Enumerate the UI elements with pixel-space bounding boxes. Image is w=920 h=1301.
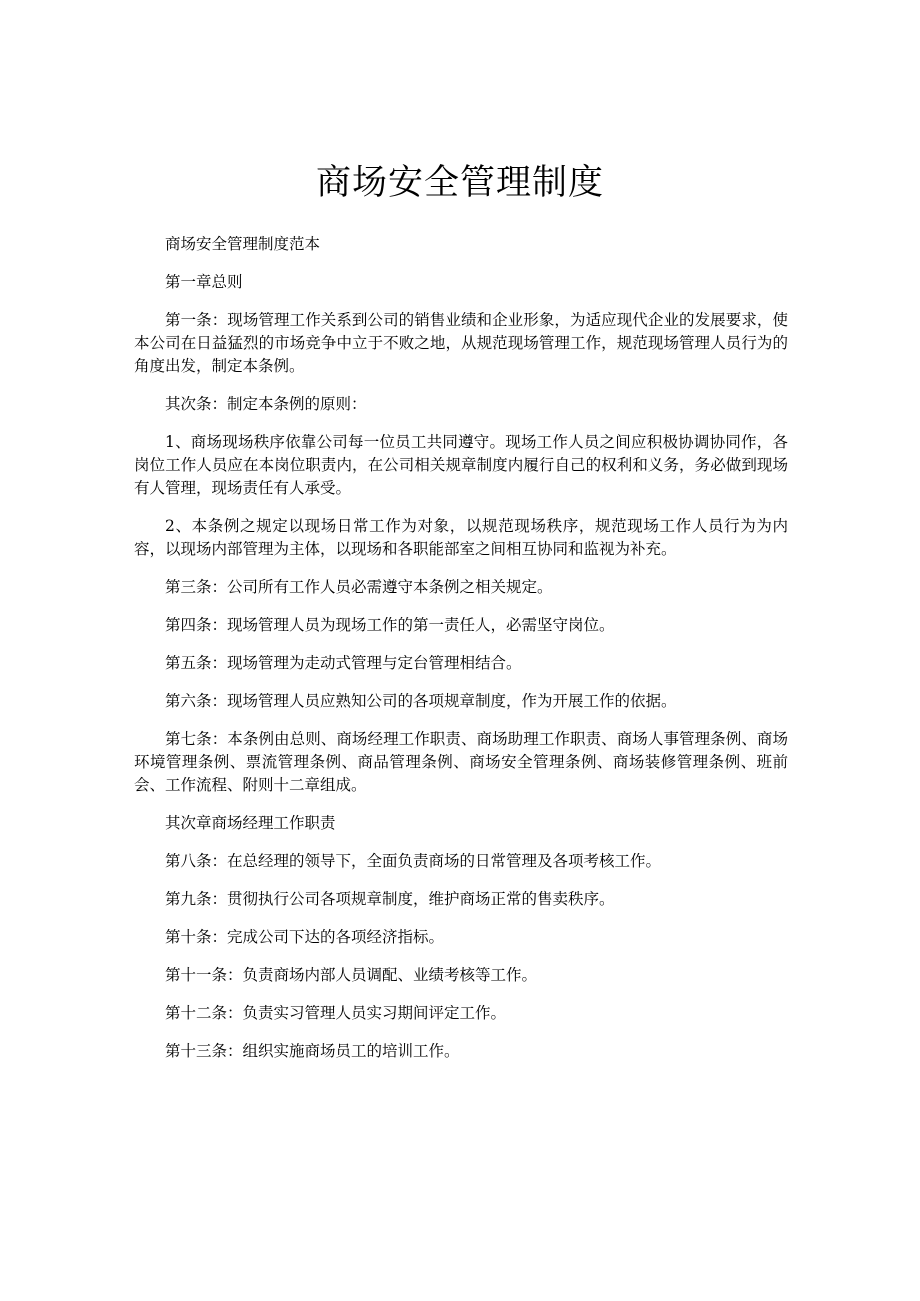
article-paragraph: 第七条：本条例由总则、商场经理工作职责、商场助理工作职责、商场人事管理条例、商场环境管理条例、票流管理条例、商品管理条例、商场安全管理条例、商场装修管理条例、班前会、工作流程、附则十二章组成。 xyxy=(134,730,788,794)
article-paragraph: 第八条：在总经理的领导下，全面负责商场的日常管理及各项考核工作。 xyxy=(165,852,662,870)
article-paragraph: 第一条：现场管理工作关系到公司的销售业绩和企业形象，为适应现代企业的发展要求，使本公司在日益猛烈的市场竞争中立于不败之地，从规范现场管理工作，规范现场管理人员行为的角度出发，制定本条例。 xyxy=(134,311,788,375)
article-paragraph: 第十三条：组织实施商场员工的培训工作。 xyxy=(165,1042,460,1060)
article-paragraph: 第四条：现场管理人员为现场工作的第一责任人，必需坚守岗位。 xyxy=(165,616,615,634)
document-title: 商场安全管理制度 xyxy=(315,163,604,203)
list-paragraph: 1、商场现场秩序依靠公司每一位员工共同遵守。现场工作人员之间应积极协调协同作，各岗位工作人员应在本岗位职责内，在公司相关规章制度内履行自己的权利和义务，务必做到现场有人管理，现场责任有人承受。 xyxy=(134,433,788,497)
article-paragraph: 第九条：贯彻执行公司各项规章制度，维护商场正常的售卖秩序。 xyxy=(165,890,615,908)
document-body xyxy=(134,233,788,1078)
article-paragraph: 第十二条：负责实习管理人员实习期间评定工作。 xyxy=(165,1004,507,1022)
article-paragraph: 第三条：公司所有工作人员必需遵守本条例之相关规定。 xyxy=(165,578,553,596)
chapter-heading-2: 其次章商场经理工作职责 xyxy=(165,814,336,832)
paragraph-subtitle: 商场安全管理制度范本 xyxy=(165,235,321,253)
list-paragraph: 2、本条例之规定以现场日常工作为对象，以规范现场秩序，规范现场工作人员行为为内容，以现场内部管理为主体，以现场和各职能部室之间相互协同和监视为补充。 xyxy=(134,517,788,558)
article-paragraph: 第十条：完成公司下达的各项经济指标。 xyxy=(165,928,445,946)
chapter-heading-1: 第一章总则 xyxy=(165,273,243,291)
article-paragraph: 其次条：制定本条例的原则： xyxy=(165,395,367,413)
article-paragraph: 第十一条：负责商场内部人员调配、业绩考核等工作。 xyxy=(165,966,538,984)
article-paragraph: 第五条：现场管理为走动式管理与定台管理相结合。 xyxy=(165,654,522,672)
article-paragraph: 第六条：现场管理人员应熟知公司的各项规章制度，作为开展工作的依据。 xyxy=(165,692,677,710)
